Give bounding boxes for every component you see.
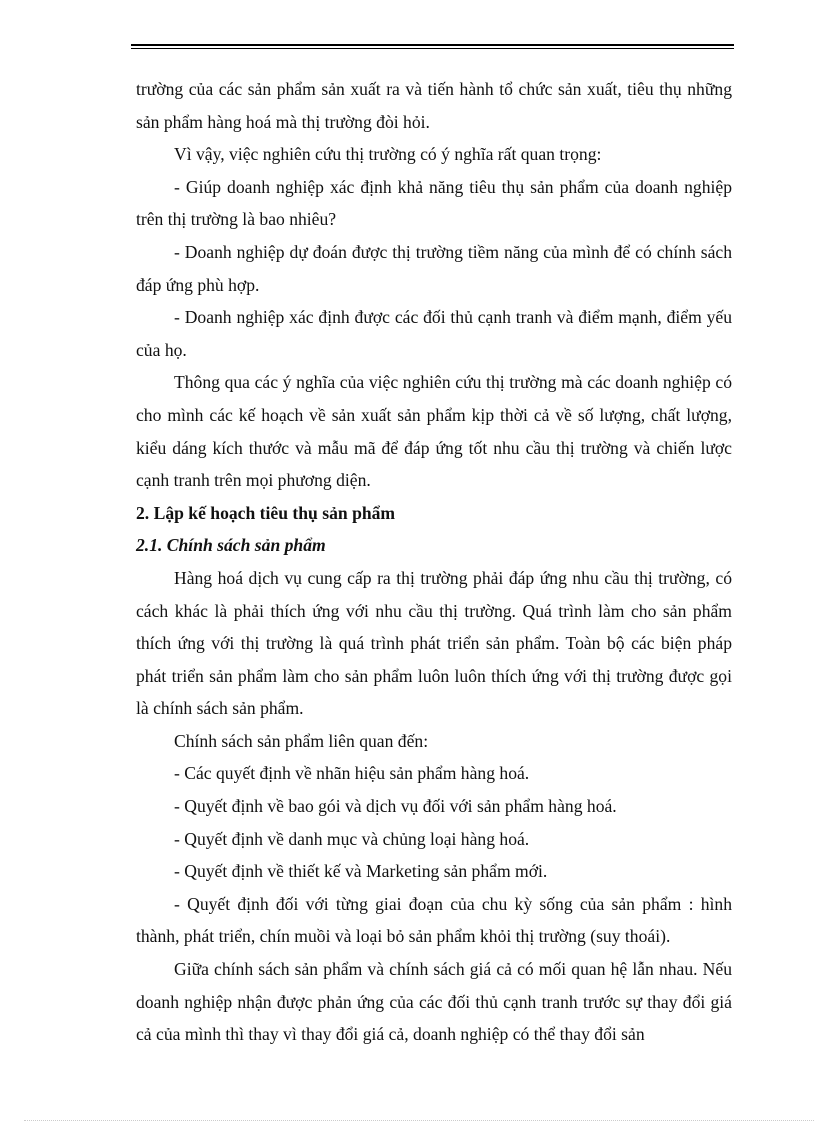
paragraph-market-research-importance: Vì vậy, việc nghiên cứu thị trường có ý nghĩa rất quan trọng: [174, 144, 602, 165]
paragraph-market-research-summary: Thông qua các ý nghĩa của việc nghiên cứu thị trường mà các doanh nghiệp có cho mình các kế hoạch về sản xuất sản phẩm kịp thời cả về số lượng, chất lượng, kiểu dáng kích thước và mẫu mã để đáp ứng tốt nhu cầu thị trường và chiến lược cạnh tranh trên mọi phương diện. [136, 372, 732, 491]
header-rule-top [131, 44, 734, 46]
footer-dotted-line [24, 1120, 814, 1121]
bullet-potential-market: - Doanh nghiệp dự đoán được thị trường tiềm năng của mình để có chính sách đáp ứng phù hợp. [136, 241, 732, 295]
bullet-new-product-decisions: - Quyết định về thiết kế và Marketing sản phẩm mới. [174, 861, 548, 882]
document-body [136, 73, 732, 1051]
bullet-brand-decisions: - Các quyết định về nhãn hiệu sản phẩm hàng hoá. [174, 763, 530, 784]
paragraph-product-policy-related: Chính sách sản phẩm liên quan đến: [174, 730, 429, 751]
bullet-packaging-decisions: - Quyết định về bao gói và dịch vụ đối với sản phẩm hàng hoá. [174, 796, 617, 817]
bullet-sales-capacity: - Giúp doanh nghiệp xác định khả năng tiêu thụ sản phẩm của doanh nghiệp trên thị trường là bao nhiêu? [136, 176, 732, 230]
subsection-heading-product-policy: 2.1. Chính sách sản phẩm [136, 535, 326, 556]
paragraph-continuation: trường của các sản phẩm sản xuất ra và tiến hành tổ chức sản xuất, tiêu thụ những sản phẩm hàng hoá mà thị trường đòi hỏi. [136, 79, 732, 132]
paragraph-product-policy-definition: Hàng hoá dịch vụ cung cấp ra thị trường phải đáp ứng nhu cầu thị trường, có cách khác là phải thích ứng với nhu cầu thị trường. Quá trình làm cho sản phẩm thích ứng với thị trường là quá trình phát triển sản phẩm. Toàn bộ các biện pháp phát triển sản phẩm làm cho sản phẩm luôn luôn thích ứng với thị trường được gọi là chính sách sản phẩm. [136, 567, 732, 719]
bullet-competitors: - Doanh nghiệp xác định được các đối thủ cạnh tranh và điểm mạnh, điểm yếu của họ. [136, 307, 732, 360]
section-heading-sales-planning: 2. Lập kế hoạch tiêu thụ sản phẩm [136, 502, 396, 523]
bullet-lifecycle-decisions: - Quyết định đối với từng giai đoạn của chu kỳ sống của sản phẩm : hình thành, phát triển, chín muồi và loại bỏ sản phẩm khỏi thị trường (suy thoái). [136, 893, 732, 947]
bullet-product-line-decisions: - Quyết định về danh mục và chủng loại hàng hoá. [174, 828, 530, 849]
header-rule-bottom [131, 48, 734, 49]
paragraph-product-price-relation: Giữa chính sách sản phẩm và chính sách giá cả có mối quan hệ lẫn nhau. Nếu doanh nghiệp nhận được phản ứng của các đối thủ cạnh tranh trước sự thay đổi giá cả của mình thì thay vì thay đổi giá cả, doanh nghiệp có thể thay đổi sản [136, 959, 732, 1045]
